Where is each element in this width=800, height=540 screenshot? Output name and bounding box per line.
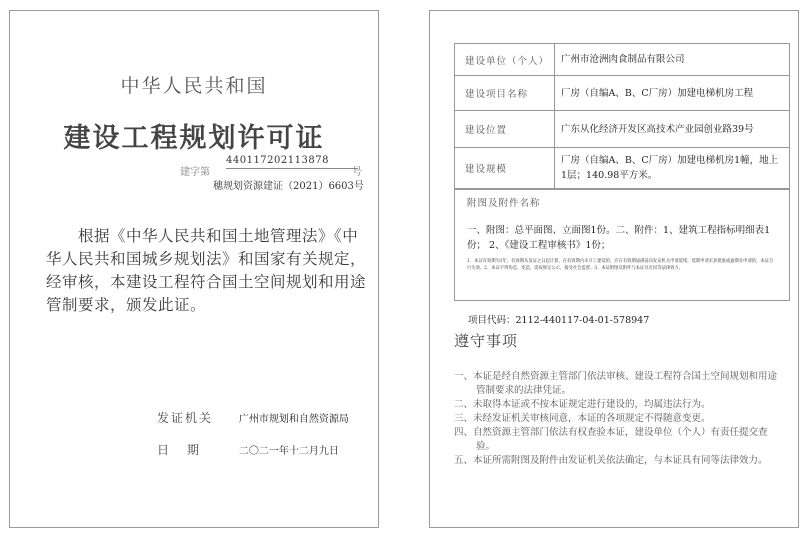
table-row — [455, 44, 789, 76]
certificate-cover-page — [9, 10, 379, 528]
issuer-row — [157, 409, 349, 426]
certificate-details-page — [429, 10, 799, 528]
row-label: 建设规模 — [455, 148, 555, 188]
table-row — [455, 148, 789, 189]
row-value: 厂房（自编A、B、C厂房）加建电梯机房工程 — [561, 87, 754, 99]
certificate-number: 440117202113878 — [226, 155, 358, 169]
certificate-body-text: 根据《中华人民共和国土地管理法》《中华人民共和国城乡规划法》和国家有关规定，经审核，本建设工程符合国土空间规划和用途管制要求，颁发此证。 — [46, 227, 367, 314]
table-row — [455, 76, 789, 111]
notice-item: 三、未经发证机关审核同意，本证的各项规定不得随意变更。 — [454, 413, 711, 424]
row-label: 建设位置 — [455, 111, 555, 147]
notice-item: 一、本证是经自然资源主管部门依法审核、建设工程符合国土空间规划和用途管制要求的法律凭证。 — [454, 371, 778, 396]
row-label: 建设项目名称 — [455, 76, 555, 110]
attachments-label: 附图及附件名称 — [467, 198, 541, 209]
attachments-text: 一、附图：总平面图、立面图1份。二、附件：1、建筑工程指标明细表1份； 2、《建设工程审核书》1份； — [467, 225, 771, 251]
notice-title: 遵守事项 — [454, 332, 519, 350]
issuing-country: 中华人民共和国 — [120, 75, 268, 97]
attachments-fine-print: 1、本证有效期为1年，有效期从发证之日起计算，在有效期内未开工建设的，应在有效期届满前向发证机关申请延续，延期申请未获批准或逾期未申请的，本证自行失效。2、本证不得伪造、变造，需按规定公示，接受社会监督。3、本证附图及附件与本证具有同等法律效力。 — [467, 259, 774, 271]
project-code-line — [468, 312, 649, 326]
reference-number: 穗规划资源建证（2021）6603号 — [213, 181, 364, 192]
cert-no-prefix: 建字第 — [180, 167, 210, 178]
issuer-label: 发证机关 — [157, 411, 214, 425]
date-row — [157, 441, 339, 458]
project-code-label: 项目代码： — [468, 315, 516, 326]
attachments-block — [455, 189, 789, 300]
cert-no-suffix: 号 — [352, 167, 362, 178]
project-code: 2112-440117-04-01-578947 — [515, 315, 650, 326]
notice-item: 五、本证所需附图及附件由发证机关依法确定，与本证具有同等法律效力。 — [454, 455, 768, 466]
certificate-title: 建设工程规划许可证 — [63, 123, 325, 154]
date-value: 二〇二一年十二月九日 — [238, 446, 339, 457]
notice-list — [454, 370, 784, 468]
issuer-value: 广州市规划和自然资源局 — [238, 414, 349, 425]
notice-item: 四、自然资源主管部门依法有权查验本证，建设单位（个人）有责任提交查验。 — [454, 427, 768, 452]
certificate-body — [46, 225, 366, 317]
row-label: 建设单位（个人） — [455, 44, 555, 75]
row-value: 广州市沧洲肉食制品有限公司 — [561, 54, 685, 65]
info-table — [454, 43, 790, 301]
row-value: 厂房（自编A、B、C厂房）加建电梯机房1幢，地上1层；140.98平方米。 — [561, 155, 779, 181]
row-value: 广东从化经济开发区高技术产业园创业路39号 — [561, 123, 754, 135]
notice-item: 二、未取得本证或不按本证规定进行建设的，均属违法行为。 — [454, 399, 711, 410]
table-row — [455, 111, 789, 148]
date-label: 日期 — [157, 443, 218, 457]
